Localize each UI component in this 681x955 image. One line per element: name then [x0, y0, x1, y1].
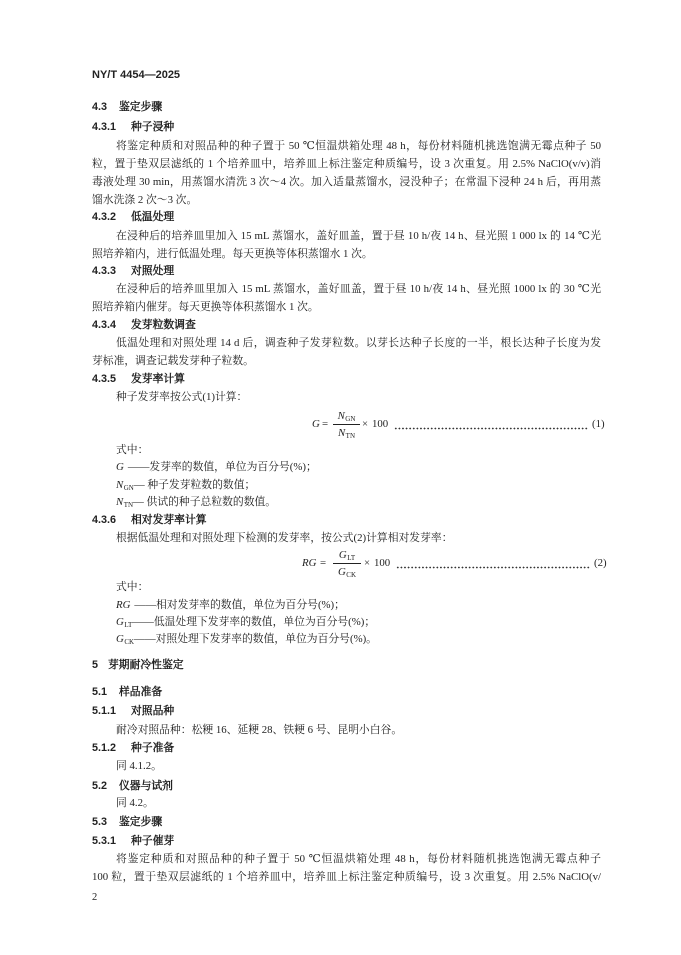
heading-4-3-2	[92, 209, 601, 225]
heading-title: 种子准备	[131, 742, 175, 754]
heading-title: 种子浸种	[131, 121, 175, 133]
symbol-definition: GCK——对照处理下发芽率的数值，单位为百分号(%)。	[116, 633, 377, 646]
paragraph-line: 在浸种后的培养皿里加入 15 mL 蒸馏水，盖好皿盖，置于昼 10 h/夜 14 h、昼光照 1000 lx 的 30 ℃光	[116, 283, 601, 295]
heading-number: 5.3	[92, 816, 108, 828]
heading-4-3	[92, 99, 601, 115]
paragraph-line: 粒，置于垫双层滤纸的 1 个培养皿中，培养皿上标注鉴定种质编号，设 3 次重复。用 2.5% NaClO(v/v)消	[92, 158, 601, 170]
formula-times: ×	[364, 557, 371, 569]
heading-title: 仪器与试剂	[119, 780, 173, 792]
heading-5-1	[92, 684, 601, 700]
heading-title: 样品准备	[119, 686, 163, 698]
paragraph-line: 将鉴定种质和对照品种的种子置于 50 ℃恒温烘箱处理 48 h，每份材料随机挑选饱满无霉点种子	[116, 853, 601, 865]
paragraph-line: 在浸种后的培养皿里加入 15 mL 蒸馏水，盖好皿盖，置于昼 10 h/夜 14 h、昼光照 1 000 lx 的 14 ℃光	[116, 230, 601, 242]
heading-4-3-1	[92, 119, 601, 135]
formula-equals: =	[322, 418, 329, 430]
paragraph-line: 耐冷对照品种：松粳 16、延粳 28、铁粳 6 号、昆明小白谷。	[116, 724, 403, 736]
formula-number: (2)	[594, 557, 607, 569]
paragraph-line: 馏水洗涤 2 次～3 次。	[92, 194, 198, 206]
symbol-definition: RG ——相对发芽率的数值，单位为百分号(%)；	[116, 599, 345, 611]
symbol-definition: G ——发芽率的数值，单位为百分号(%)；	[116, 461, 317, 473]
paragraph-line: 毒液处理 30 min，用蒸馏水清洗 3 次～4 次。加入适量蒸馏水，浸没种子；在常温下浸种 24 h 后，再用蒸	[92, 176, 601, 188]
heading-4-3-5	[92, 371, 601, 387]
heading-4-3-4	[92, 317, 601, 333]
heading-title: 发芽率计算	[131, 373, 185, 385]
formula-number: (1)	[592, 418, 605, 430]
formula-factor: 100	[374, 557, 391, 569]
symbol-definition: NGN— 种子发芽粒数的数值；	[116, 479, 256, 492]
heading-title: 种子催芽	[131, 835, 175, 847]
page-number: 2	[92, 892, 98, 903]
heading-5-3	[92, 814, 601, 830]
heading-number: 5.1	[92, 686, 108, 698]
symbol-definition: GLT——低温处理下发芽率的数值，单位为百分号(%)；	[116, 616, 376, 629]
formula-intro: 根据低温处理和对照处理下检测的发芽率，按公式(2)计算相对发芽率：	[116, 532, 453, 544]
heading-title: 发芽粒数调查	[131, 319, 196, 331]
formula-numerator: NGN	[337, 410, 356, 423]
heading-5-3-1	[92, 833, 601, 849]
heading-5-1-1	[92, 703, 601, 719]
heading-number: 4.3.4	[92, 319, 117, 331]
heading-title: 对照品种	[131, 705, 175, 717]
heading-number: 5.3.1	[92, 835, 117, 847]
paragraph-line: 将鉴定种质和对照品种的种子置于 50 ℃恒温烘箱处理 48 h，每份材料随机挑选饱满无霉点种子 50	[116, 140, 601, 152]
heading-title: 芽期耐冷性鉴定	[108, 659, 184, 671]
heading-number: 5.1.2	[92, 742, 117, 754]
paragraph-line: 100 粒，置于垫双层滤纸的 1 个培养皿中，培养皿上标注鉴定种质编号，设 3 次重复。用 2.5% NaClO(v/	[92, 871, 601, 883]
heading-number: 5	[92, 659, 99, 671]
heading-5	[92, 657, 601, 673]
where-label: 式中：	[116, 444, 149, 456]
formula-denominator: GCK	[337, 566, 357, 579]
heading-4-3-3	[92, 263, 601, 279]
heading-title: 鉴定步骤	[119, 101, 163, 113]
heading-number: 5.2	[92, 780, 108, 792]
heading-title: 鉴定步骤	[119, 816, 163, 828]
formula-2	[0, 547, 681, 581]
paragraph-line: 同 4.2。	[116, 797, 154, 809]
dot-leader	[396, 566, 590, 569]
formula-lhs: G	[312, 418, 320, 430]
formula-1	[0, 408, 681, 442]
heading-number: 4.3.3	[92, 265, 117, 277]
heading-number: 4.3.2	[92, 211, 117, 223]
document-code: NY/T 4454—2025	[92, 69, 181, 81]
heading-title: 相对发芽率计算	[131, 514, 207, 526]
formula-equals: =	[320, 557, 327, 569]
formula-numerator: GLT	[338, 549, 356, 562]
dot-leader	[394, 427, 588, 430]
paragraph-line: 低温处理和对照处理 14 d 后，调查种子发芽粒数。以芽长达种子长度的一半，根长达种子长度为发	[116, 337, 601, 349]
paragraph-line: 照培养箱内催芽。每天更换等体积蒸馏水 1 次。	[92, 301, 319, 313]
formula-lhs: RG	[302, 557, 317, 569]
heading-title: 低温处理	[131, 211, 175, 223]
heading-number: 4.3	[92, 101, 108, 113]
formula-denominator: NTN	[337, 427, 356, 440]
heading-5-2	[92, 778, 601, 794]
formula-factor: 100	[372, 418, 389, 430]
heading-number: 4.3.1	[92, 121, 117, 133]
heading-5-1-2	[92, 740, 601, 756]
formula-times: ×	[362, 418, 369, 430]
where-label: 式中：	[116, 581, 149, 593]
formula-intro: 种子发芽率按公式(1)计算：	[116, 391, 248, 403]
heading-number: 4.3.5	[92, 373, 117, 385]
symbol-definition: NTN— 供试的种子总粒数的数值。	[116, 496, 277, 509]
paragraph-line: 同 4.1.2。	[116, 760, 162, 772]
paragraph-line: 照培养箱内，进行低温处理。每天更换等体积蒸馏水 1 次。	[92, 248, 373, 260]
heading-title: 对照处理	[131, 265, 175, 277]
paragraph-line: 芽标准，调查记载发芽种子粒数。	[92, 355, 254, 367]
heading-number: 5.1.1	[92, 705, 117, 717]
heading-number: 4.3.6	[92, 514, 117, 526]
heading-4-3-6	[92, 512, 601, 528]
